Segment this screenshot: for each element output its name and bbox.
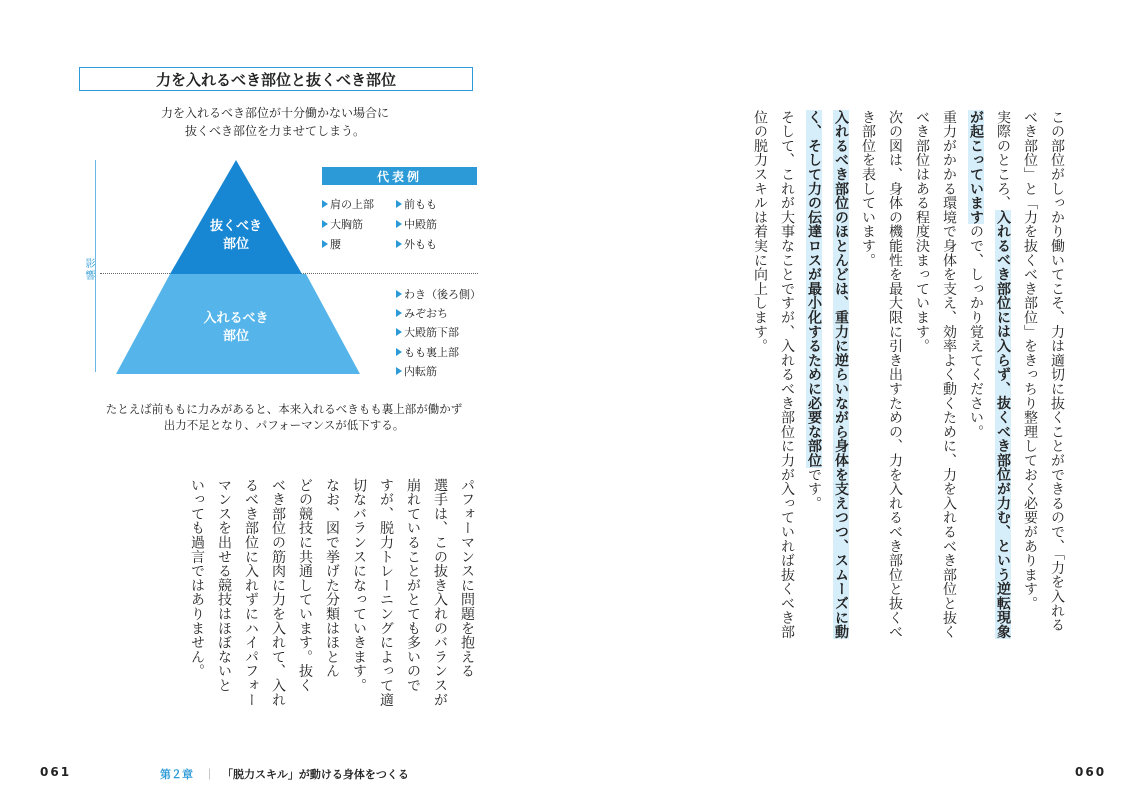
body-line: この部位がしっかり働いてこそ、力は適切に抜くことができるので、「力を入れる	[1049, 110, 1065, 633]
emphasis-text: く、そして力の伝達ロスが最小化するために必要な部位	[806, 110, 822, 468]
chapter-title: 「脱力スキル」が動ける身体をつくる	[222, 768, 409, 781]
triangle-arrow-icon	[396, 220, 402, 228]
right-page-number: 060	[1075, 765, 1107, 779]
example-item: 中殿筋	[396, 216, 437, 232]
figure-title: 力を入れるべき部位と抜くべき部位	[79, 67, 473, 91]
example-item: 肩の上部	[322, 196, 374, 212]
body-line: き部位を表しています。	[860, 110, 876, 268]
figure-lead-line: 力を入れるべき部位が十分働かない場合に	[160, 106, 389, 120]
right-body-text	[746, 110, 1070, 710]
left-page-number: 061	[40, 765, 72, 779]
pyramid-bottom-label-line: 入れるべき	[203, 311, 269, 326]
triangle-arrow-icon	[322, 200, 328, 208]
example-item: みぞおち	[396, 305, 448, 321]
figure-lead	[110, 104, 440, 140]
example-item: 前もも	[396, 196, 437, 212]
body-line: 選手は、この抜き入れのバランスが	[432, 478, 448, 707]
body-line: 実際のところ、入れるべき部位には入らず、抜くべき部位が力む、という逆転現象	[995, 110, 1011, 640]
body-line: 重力がかかる環境で身体を支え、効率よく動くために、力を入れるべき部位と抜く	[941, 110, 957, 640]
emphasis-text: 入れるべき部位には入らず、抜くべき部位が力む、という逆転現象	[995, 210, 1011, 640]
influence-axis-label: 影響	[83, 258, 94, 282]
body-line: 崩れていることがとても多いので	[405, 478, 421, 693]
pyramid-top-label-line: 抜くべき	[209, 219, 262, 234]
body-line	[827, 110, 854, 710]
triangle-arrow-icon	[396, 309, 402, 317]
example-item: 大殿筋下部	[396, 324, 459, 340]
chapter-label: 第２章	[160, 768, 193, 781]
body-line: く、そして力の伝達ロスが最小化するために必要な部位です。	[806, 110, 822, 511]
body-line: マンスを出せる競技はほぼないと	[216, 478, 232, 693]
left-body-text	[183, 478, 480, 708]
pyramid-top-label-line: 部位	[222, 237, 249, 252]
example-item: もも裏上部	[396, 344, 459, 360]
body-line: べき部位の筋肉に力を入れて、入れ	[270, 478, 286, 707]
pyramid-bottom-label-line: 部位	[222, 329, 249, 344]
example-item: 内転筋	[396, 363, 437, 379]
body-line: べき部位はある程度決まっています。	[914, 110, 930, 354]
body-line: なお、図で挙げた分類はほとん	[324, 478, 340, 679]
body-line: るべき部位に入れずにハイパフォー	[243, 478, 259, 707]
body-line: いっても過言ではありません。	[189, 478, 205, 679]
figure-lead-line: 抜くべき部位を力ませてしまう。	[184, 124, 365, 138]
body-line: すが、脱力トレーニングによって適	[378, 478, 394, 707]
triangle-arrow-icon	[322, 220, 328, 228]
example-item: 腰	[322, 236, 341, 252]
example-item: 外もも	[396, 236, 437, 252]
body-line: パフォーマンスに問題を抱える	[459, 478, 475, 679]
triangle-arrow-icon	[322, 240, 328, 248]
triangle-arrow-icon	[396, 367, 402, 375]
example-item: わき（後ろ側）	[396, 286, 481, 302]
emphasis-text: 入れるべき部位のほとんどは、重力に逆らいながら身体を支えつつ、スムーズに動	[833, 110, 849, 640]
triangle-arrow-icon	[396, 290, 402, 298]
triangle-arrow-icon	[396, 348, 402, 356]
body-line: どの競技に共通しています。抜く	[297, 478, 313, 693]
body-line: べき部位」と「力を抜くべき部位」をきっちり整理しておく必要があります。	[1022, 110, 1038, 611]
body-line: 切なバランスになっていきます。	[351, 478, 367, 693]
triangle-arrow-icon	[396, 200, 402, 208]
body-line: 位の脱力スキルは着実に向上します。	[752, 110, 768, 354]
pyramid-bottom-label	[186, 310, 286, 346]
figure-caption	[84, 401, 484, 433]
examples-header: 代表例	[322, 167, 477, 185]
triangle-arrow-icon	[396, 240, 402, 248]
figure-caption-line: 出力不足となり、パフォーマンスが低下する。	[163, 418, 405, 432]
body-line: 次の図は、身体の機能性を最大限に引き出すための、力を入れるべき部位と抜くべ	[887, 110, 903, 640]
body-line: そして、これが大事なことですが、入れるべき部位に力が入っていれば抜くべき部	[779, 110, 795, 640]
triangle-arrow-icon	[396, 328, 402, 336]
emphasis-text: が起こっています	[968, 110, 984, 225]
example-item: 大胸筋	[322, 216, 363, 232]
body-line: が起こっていますので、しっかり覚えてください。	[968, 110, 984, 439]
chapter-separator: ｜	[204, 768, 215, 781]
pyramid-top-triangle	[170, 160, 302, 274]
pyramid-top-label	[186, 218, 286, 254]
figure-caption-line: たとえば前ももに力みがあると、本来入れるべきもも裏上部が働かず	[105, 402, 463, 416]
